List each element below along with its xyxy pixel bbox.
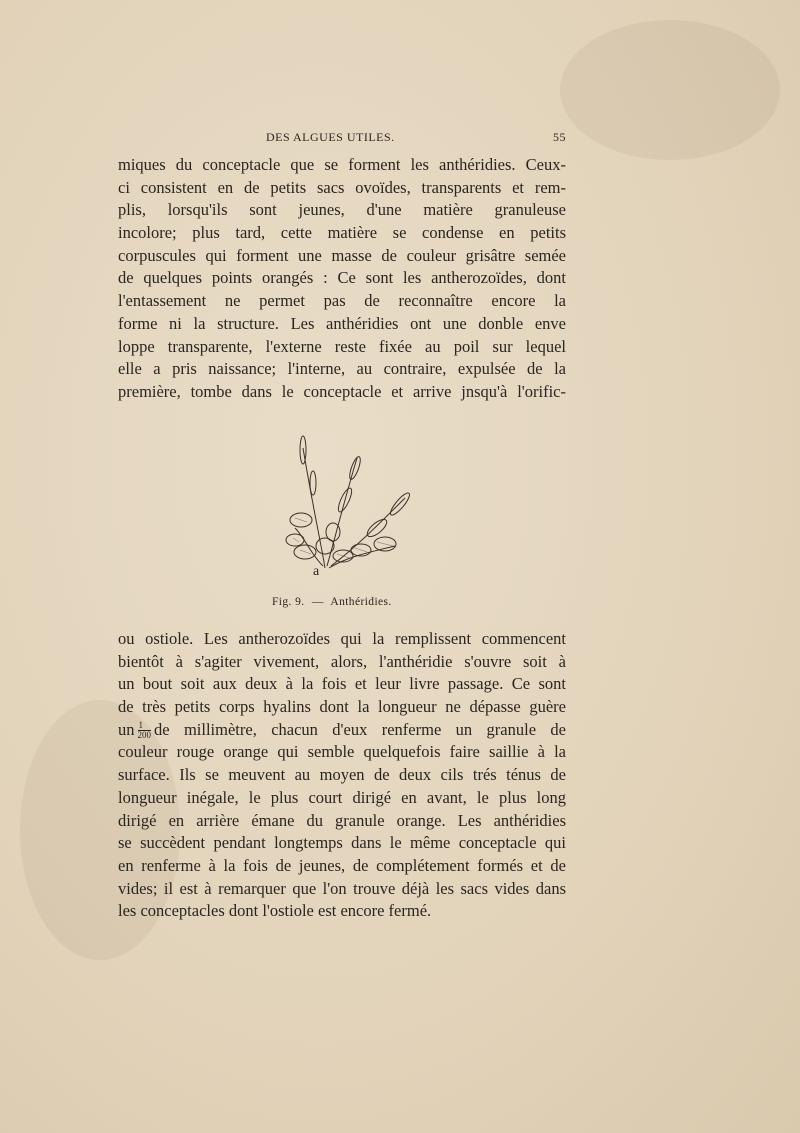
fraction-after: de millimètre, chacun d'eux renferme un granule de xyxy=(154,719,566,739)
text-line: plis, lorsqu'ils sont jeunes, d'une matière granuleuse xyxy=(118,200,566,220)
text-line: vides; il est à remarquer que l'on trouve déjà les sacs vides dans xyxy=(118,878,566,898)
text-line: l'entassement ne permet pas de reconnaître encore la xyxy=(118,291,566,311)
text-line: corpuscules qui forment une masse de couleur grisâtre semée xyxy=(118,245,566,265)
fraction-numerator: 1 xyxy=(138,721,152,731)
caption-fig-number: Fig. 9. xyxy=(272,596,305,608)
figure-label: a xyxy=(313,564,320,579)
caption-title: Anthéridies. xyxy=(330,596,392,608)
text-line: dirigé en arrière émane du granule orange. Les anthéridies xyxy=(118,810,566,830)
fraction xyxy=(138,721,152,740)
text-line: couleur rouge orange qui semble quelquefois faire saillie à la xyxy=(118,742,566,762)
fraction-denominator: 200 xyxy=(137,729,151,740)
page-header xyxy=(118,130,566,150)
text-line: un bout soit aux deux à la fois et leur livre passage. Ce sont xyxy=(118,674,566,694)
text-line: surface. Ils se meuvent au moyen de deux cils trés ténus de xyxy=(118,765,566,785)
text-line: bientôt à s'agiter vivement, alors, l'anthéridie s'ouvre soit à xyxy=(118,651,566,671)
text-line: de quelques points orangés : Ce sont les antherozoïdes, dont xyxy=(118,268,566,288)
running-title: DES ALGUES UTILES. xyxy=(266,130,395,144)
text-line: se succèdent pendant longtemps dans le même conceptacle qui xyxy=(118,833,566,853)
text-line: première, tombe dans le conceptacle et arrive jnsqu'à l'orific- xyxy=(118,381,566,401)
paragraph-2 xyxy=(118,628,566,923)
antheridia-drawing xyxy=(265,428,425,588)
text-line: ou ostiole. Les antherozoïdes qui la remplissent commencent xyxy=(118,629,566,648)
text-line: loppe transparente, l'externe reste fixée au poil sur lequel xyxy=(118,336,566,356)
page-number: 55 xyxy=(553,130,566,144)
paragraph-1 xyxy=(118,154,566,404)
text-line: elle a pris naissance; l'interne, au contraire, expulsée de la xyxy=(118,359,566,379)
figure-caption xyxy=(272,596,472,608)
text-line: en renferme à la fois de jeunes, de complétement formés et de xyxy=(118,855,566,875)
text-line: miques du conceptacle que se forment les anthéridies. Ceux- xyxy=(118,155,566,174)
text-line: ci consistent en de petits sacs ovoïdes, transparents et rem- xyxy=(118,177,566,197)
text-line: forme ni la structure. Les anthéridies ont une donble enve xyxy=(118,313,566,333)
text-line: longueur inégale, le plus court dirigé en avant, le plus long xyxy=(118,787,566,807)
text-line: les conceptacles dont l'ostiole est encore fermé. xyxy=(118,901,432,921)
text-line-fraction xyxy=(118,719,566,742)
text-line: de très petits corps hyalins dont la longueur ne dépasse guère xyxy=(118,697,566,717)
antheridia-illustration xyxy=(265,428,425,588)
text-line: incolore; plus tard, cette matière se condense en petits xyxy=(118,223,566,243)
fraction-before: un xyxy=(118,719,135,739)
caption-dash: — xyxy=(311,596,324,608)
paper-stain xyxy=(560,20,780,160)
